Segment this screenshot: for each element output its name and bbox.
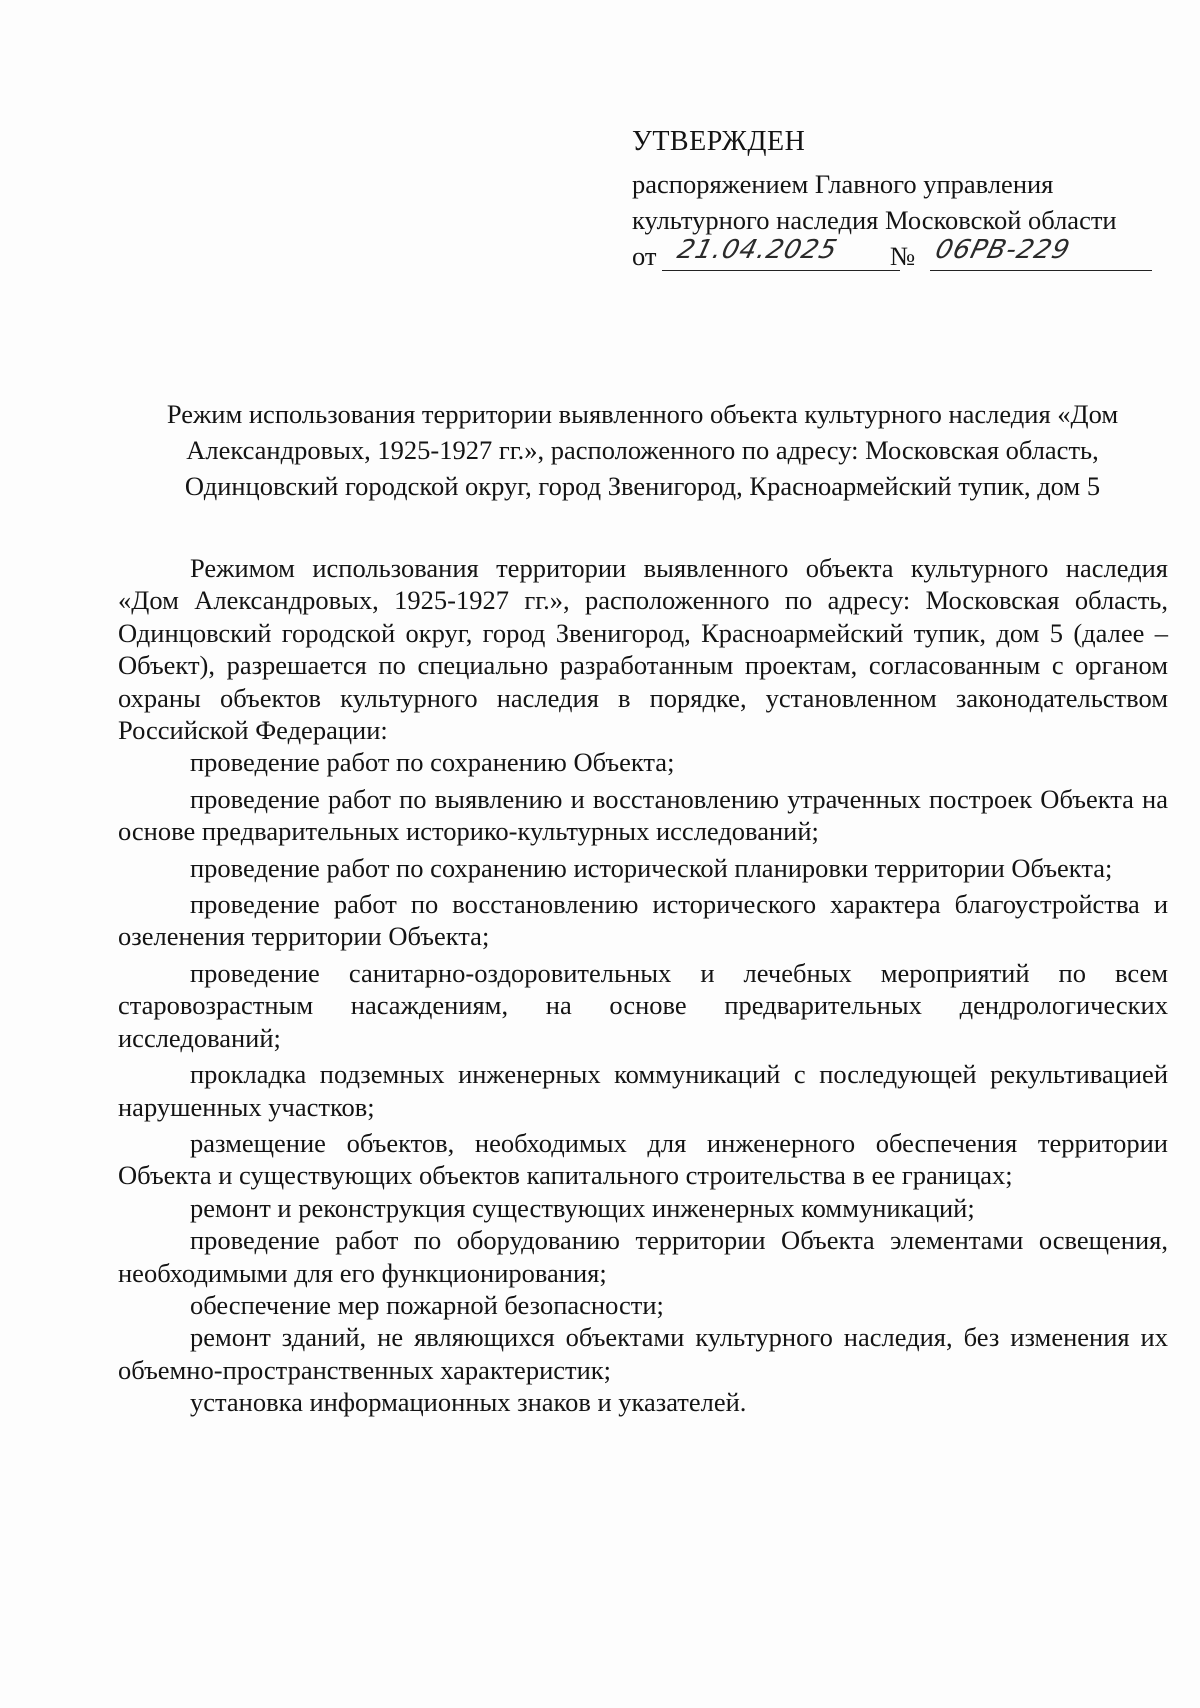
approval-block xyxy=(632,124,1172,278)
list-item: прокладка подземных инженерных коммуникаций с последующей рекультивацией нарушенных участков; xyxy=(118,1059,1168,1122)
approval-line-2: культурного наследия Московской области xyxy=(632,205,1117,235)
list-item: ремонт зданий, не являющихся объектами культурного наследия, без изменения их объемно-пространственных характеристик; xyxy=(118,1322,1168,1385)
handwritten-date: 21.04.2025 xyxy=(674,235,841,265)
document-body xyxy=(118,552,1168,1419)
date-label: от xyxy=(632,241,657,271)
list-item: проведение работ по восстановлению исторического характера благоустройства и озеленения территории Объекта; xyxy=(118,889,1168,952)
permitted-works-list xyxy=(118,746,1168,1418)
list-item: проведение работ по сохранению исторической планировки территории Объекта; xyxy=(190,852,1113,883)
handwritten-number: 06РВ-229 xyxy=(932,235,1074,265)
list-item: проведение санитарно-оздоровительных и лечебных мероприятий по всем старовозрастным насаждениям, на основе предварительных дендрологических исследований; xyxy=(118,957,1168,1053)
list-item: размещение объектов, необходимых для инженерного обеспечения территории Объекта и существующих объектов капитального строительства в ее границах; xyxy=(118,1127,1168,1191)
approval-line-1: распоряжением Главного управления xyxy=(632,169,1054,199)
intro-paragraph: Режимом использования территории выявленного объекта культурного наследия «Дом Александровых, 1925-1927 гг.», расположенного по адресу: Московская область, Одинцовский городской округ, город Звенигород, Красноармейский тупик, дом 5 (далее – Объект), разрешается по специально разработанным проектам, согласованным с органом охраны объектов культурного наследия в порядке, установленном законодательством Российской Федерации: xyxy=(118,553,1168,746)
list-item: ремонт и реконструкция существующих инженерных коммуникаций; xyxy=(190,1192,975,1223)
list-item: проведение работ по выявлению и восстановлению утраченных построек Объекта на основе предварительных историко-культурных исследований; xyxy=(118,783,1168,847)
number-label: № xyxy=(890,241,916,271)
list-item: установка информационных знаков и указателей. xyxy=(190,1387,747,1418)
approval-date-row xyxy=(632,235,1172,278)
date-blank xyxy=(662,235,900,271)
list-item: проведение работ по сохранению Объекта; xyxy=(190,747,675,778)
list-item: обеспечение мер пожарной безопасности; xyxy=(190,1289,664,1320)
number-blank xyxy=(930,235,1152,271)
list-item: проведение работ по оборудованию территории Объекта элементами освещения, необходимыми для его функционирования; xyxy=(118,1225,1168,1288)
approval-heading: УТВЕРЖДЕН xyxy=(632,126,806,157)
document-title: Режим использования территории выявленного объекта культурного наследия «Дом Александровых, 1925-1927 гг.», расположенного по адресу: Московская область, Одинцовский городской округ, город Звенигород, Красноармейский тупик, дом 5 xyxy=(166,399,1119,501)
